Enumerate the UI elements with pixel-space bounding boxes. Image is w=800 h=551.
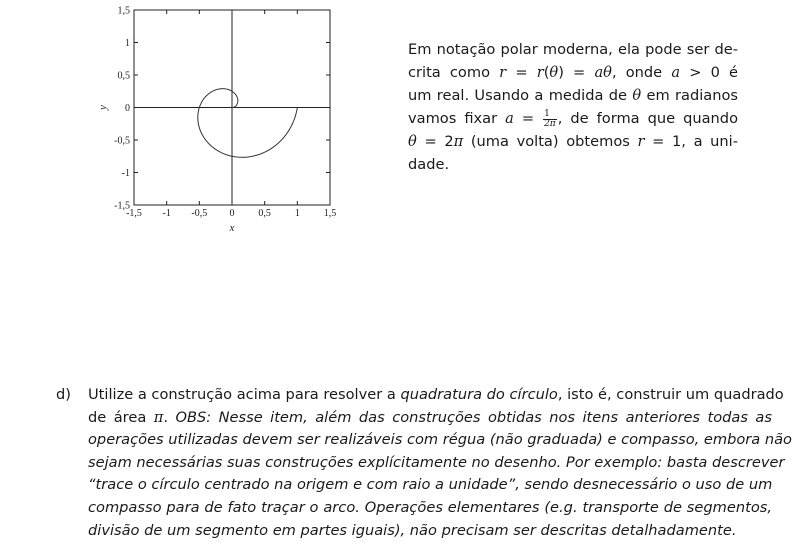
math-symbol: π bbox=[453, 133, 464, 150]
math-symbol: a bbox=[505, 110, 514, 127]
y-tick-label: -1 bbox=[121, 168, 130, 179]
x-tick-label: 1,5 bbox=[323, 208, 337, 219]
item-d-text-line bbox=[88, 429, 792, 452]
italic-text: operações utilizadas devem ser realizáveis com régua (não graduada) e compasso, embora não bbox=[88, 431, 792, 449]
y-tick-label: 1 bbox=[125, 38, 130, 49]
x-tick-label: 0,5 bbox=[258, 208, 271, 219]
item-d-text-line bbox=[88, 520, 772, 543]
y-tick-label: -1,5 bbox=[114, 200, 130, 212]
x-tick-label: 1 bbox=[294, 208, 300, 219]
y-tick-label: 0 bbox=[125, 103, 130, 114]
math-symbol: θ bbox=[408, 133, 417, 150]
x-tick-label: -1,5 bbox=[126, 208, 142, 219]
item-d-text-line bbox=[88, 497, 772, 520]
polar-text-line: um real. Usando a medida de θ em radianos bbox=[408, 87, 738, 104]
math-symbol: a bbox=[671, 64, 681, 81]
x-tick-label: -0,5 bbox=[191, 208, 208, 219]
polar-text-line: dade. bbox=[408, 156, 450, 173]
italic-text: compasso para de fato traçar o arco. Operações elementares (e.g. transporte de segmentos, bbox=[88, 498, 772, 516]
polar-notation-paragraph bbox=[408, 38, 738, 176]
italic-text: sejam necessárias suas construções explícitamente no desenho. Por exemplo: basta descrever bbox=[88, 453, 785, 471]
item-d-text-line: Utilize a construção acima para resolver a quadratura do círculo, isto é, construir um quadrado bbox=[88, 386, 784, 403]
item-d-text-line bbox=[88, 474, 772, 497]
x-axis-label: x bbox=[229, 222, 235, 234]
math-symbol: π bbox=[153, 408, 164, 426]
italic-text: quadratura do círculo bbox=[400, 386, 558, 403]
math-symbol: r bbox=[499, 64, 507, 81]
italic-text: divisão de um segmento em partes iguais), não precisam ser descritas detalhadamente. bbox=[88, 521, 737, 539]
polar-text-line: θ = 2π (uma volta) obtemos r = 1, a uni- bbox=[408, 133, 738, 150]
y-axis-label: y bbox=[97, 105, 109, 110]
math-symbol: aθ bbox=[594, 64, 612, 81]
math-symbol: θ bbox=[549, 64, 559, 81]
y-tick-label: 0,5 bbox=[117, 70, 130, 82]
item-d-text-line bbox=[88, 452, 785, 475]
fraction: $\frac{1}{2\pi}$ bbox=[544, 108, 556, 129]
polar-text-line: vamos fixar a = $\frac{1}{2\pi}$ , de forma que quando bbox=[408, 108, 738, 129]
math-symbol: r bbox=[637, 133, 645, 150]
y-tick-label: -0,5 bbox=[114, 135, 130, 147]
x-tick-label: -1 bbox=[162, 208, 171, 219]
polar-text-line: crita como r = r(θ) = aθ, onde a > 0 é bbox=[408, 64, 738, 81]
item-d-text-line: de área π. OBS: Nesse item, além das construções obtidas nos itens anteriores todas as bbox=[88, 408, 772, 426]
item-d-marker: d) bbox=[56, 386, 71, 403]
x-tick-label: 0 bbox=[229, 208, 235, 219]
item-d-text bbox=[88, 384, 792, 542]
y-tick-label: 1,5 bbox=[117, 5, 130, 17]
italic-text: “trace o círculo centrado na origem e com raio a unidade”, sendo desnecessário o uso de um bbox=[88, 476, 773, 494]
spiral-plot bbox=[0, 0, 360, 240]
math-symbol: θ bbox=[632, 87, 642, 104]
polar-text-line: Em notação polar moderna, ela pode ser de- bbox=[408, 41, 738, 58]
spiral-curve bbox=[198, 89, 298, 158]
math-symbol: r bbox=[536, 64, 544, 81]
italic-text: OBS: Nesse item, além das construções obtidas nos itens anteriores todas as bbox=[175, 408, 772, 426]
